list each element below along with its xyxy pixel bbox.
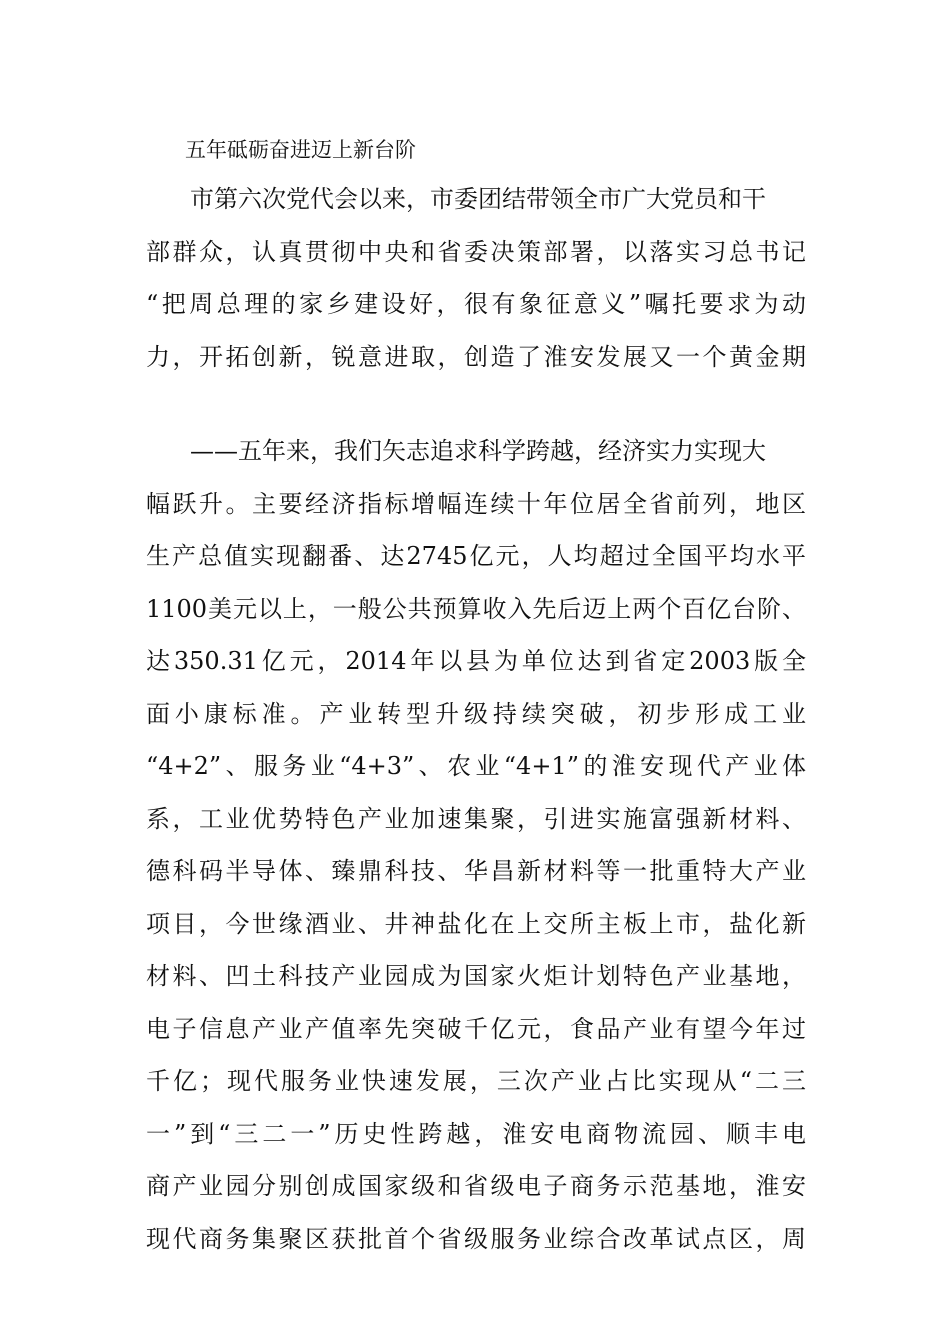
text-line: 力，开拓创新，锐意进取，创造了淮安发展又一个黄金期	[146, 343, 806, 371]
text-line: ——五年来，我们矢志追求科学跨越，经济实力实现大	[190, 437, 766, 465]
text-line: 德科码半导体、臻鼎科技、华昌新材料等一批重特大产业	[146, 857, 806, 885]
text-line: 幅跃升。主要经济指标增幅连续十年位居全省前列，地区	[146, 490, 806, 518]
text-line: 商产业园分别创成国家级和省级电子商务示范基地，淮安	[146, 1172, 806, 1200]
text-line: 达350.31亿元，2014年以县为单位达到省定2003版全	[146, 647, 806, 675]
text-line: 系，工业优势特色产业加速集聚，引进实施富强新材料、	[146, 805, 806, 833]
text-line: “把周总理的家乡建设好，很有象征意义”嘱托要求为动	[146, 290, 806, 318]
text-line: 材料、凹土科技产业园成为国家火炬计划特色产业基地，	[146, 962, 806, 990]
text-line: 面小康标准。产业转型升级持续突破，初步形成工业	[146, 700, 806, 728]
text-line: 1100美元以上，一般公共预算收入先后迈上两个百亿台阶、	[146, 595, 806, 623]
text-line: 千亿；现代服务业快速发展，三次产业占比实现从“二三	[146, 1067, 806, 1095]
section-heading: 五年砥砺奋进迈上新台阶	[185, 138, 416, 162]
text-line: 市第六次党代会以来，市委团结带领全市广大党员和干	[190, 185, 766, 213]
text-line: 一”到“三二一”历史性跨越，淮安电商物流园、顺丰电	[146, 1120, 806, 1148]
text-line: 生产总值实现翻番、达2745亿元，人均超过全国平均水平	[146, 542, 806, 570]
text-line: 项目，今世缘酒业、井神盐化在上交所主板上市，盐化新	[146, 910, 806, 938]
text-line: 电子信息产业产值率先突破千亿元，食品产业有望今年过	[146, 1015, 806, 1043]
text-line: 部群众，认真贯彻中央和省委决策部署，以落实习总书记	[146, 238, 806, 266]
text-line: 现代商务集聚区获批首个省级服务业综合改革试点区，周	[146, 1225, 806, 1253]
text-line: “4+2”、服务业“4+3”、农业“4+1”的淮安现代产业体	[146, 752, 806, 780]
